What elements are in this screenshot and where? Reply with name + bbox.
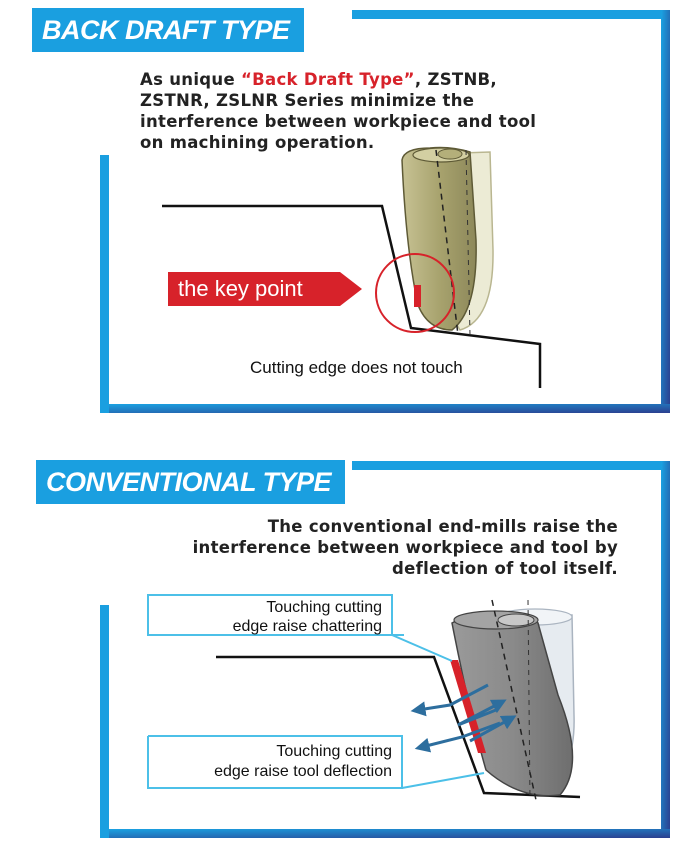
back-draft-diagram [0,0,700,420]
conventional-diagram [0,455,700,850]
back-draft-panel [0,0,700,420]
back-draft-description [140,69,536,153]
callout-1-line-1: Touching cutting [266,599,382,616]
cutting-edge-label: Cutting edge does not touch [250,358,463,377]
desc-line-3: deflection of tool itself. [392,559,618,578]
key-point-label: the key point [178,276,303,301]
conventional-title: CONVENTIONAL TYPE [36,460,345,504]
callout-2-text [150,742,392,782]
desc-line-1 [140,69,536,90]
back-draft-title: BACK DRAFT TYPE [32,8,304,52]
frame-left-bar [100,155,109,413]
cutting-edge-marker [414,285,421,307]
desc-line-2: interference between workpiece and tool by [192,538,618,557]
frame-left-bar [100,605,109,838]
callout-1-line-2: edge raise chattering [232,618,382,635]
desc-line-1: The conventional end-mills raise the [267,517,618,536]
callout-2-line-2: edge raise tool deflection [214,763,392,780]
desc-prefix: As unique [140,70,241,89]
desc-highlight: “Back Draft Type” [240,70,415,89]
frame-right-bar [661,10,670,413]
desc-line-3: interference between workpiece and tool [140,112,537,131]
conventional-description [150,516,618,579]
frame-bottom-bar [100,404,670,413]
frame-top-bar [352,461,670,470]
frame-right-bar [661,461,670,838]
desc-line-2: ZSTNR, ZSLNR Series minimize the [140,91,475,110]
frame-top-bar [352,10,670,19]
desc-line-4: on machining operation. [140,133,375,152]
callout-1-text [150,598,382,636]
frame-bottom-bar [100,829,670,838]
callout-2-line-1: Touching cutting [276,743,392,760]
desc-suffix: , ZSTNB, [414,70,497,89]
callout-2-leader [402,773,484,788]
conventional-panel [0,455,700,850]
